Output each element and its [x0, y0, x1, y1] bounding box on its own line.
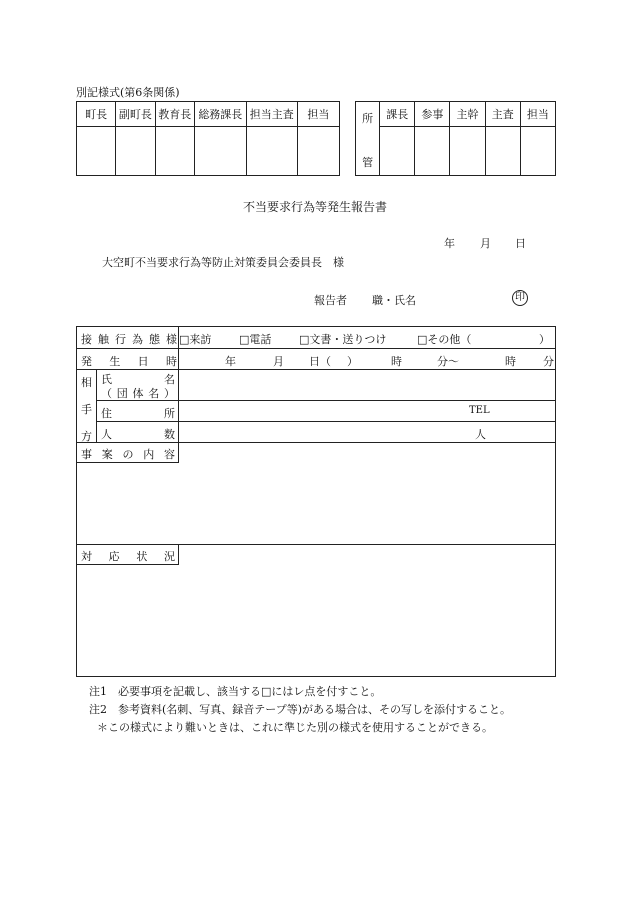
party-side-char-2: 手 [81, 403, 92, 416]
report-day-label: 日 [515, 237, 526, 250]
party-count-field[interactable] [181, 423, 471, 441]
content-label-char: 事 [81, 448, 92, 461]
row-contact [77, 327, 555, 349]
party-org-char: ） [164, 387, 175, 400]
contact-label [81, 331, 177, 347]
approval-header-tanto: 担当 [297, 102, 339, 127]
content-label-char: の [122, 448, 134, 461]
row-response [77, 545, 555, 676]
occurred-month: 月 [273, 355, 284, 368]
option-other-close: ） [539, 333, 550, 346]
row-content [77, 443, 555, 545]
approval-header-kyoikucho: 教育長 [155, 102, 194, 127]
party-tel-label: TEL [469, 405, 490, 416]
report-year-label: 年 [444, 237, 455, 250]
party-side-char-1: 相 [81, 376, 92, 389]
party-count-unit: 人 [475, 428, 486, 441]
option-document-checkbox[interactable]: □文書・送りつけ [299, 333, 387, 346]
party-address-char: 所 [164, 407, 175, 420]
content-label [81, 446, 175, 462]
party-address-label [101, 405, 175, 421]
shokan-char-2: 管 [362, 156, 374, 169]
approval-stamp-box[interactable] [485, 127, 520, 176]
party-name-char: 氏 [101, 373, 112, 386]
approval-header-cho: 町長 [77, 102, 116, 127]
content-label-char: 容 [164, 448, 175, 461]
occurred-label-char: 発 [81, 355, 92, 368]
response-label-char: 状 [136, 550, 148, 563]
approval-stamp-box[interactable] [450, 127, 485, 176]
occurred-label-char: 時 [165, 355, 177, 368]
party-org-char: 体 [132, 387, 144, 400]
approval-stamp-box[interactable] [380, 127, 415, 176]
party-side-char-3: 方 [81, 430, 92, 443]
content-label-char: 内 [143, 448, 155, 461]
response-label-char: 応 [108, 550, 120, 563]
occurred-label [81, 353, 177, 369]
party-address-field[interactable] [181, 402, 461, 420]
party-count-char: 数 [164, 428, 175, 441]
response-label-box [77, 545, 179, 565]
approval-header-sanji: 参事 [415, 102, 450, 127]
approval-stamp-box[interactable] [194, 127, 246, 176]
contact-label-char: 様 [166, 333, 177, 346]
response-label [81, 548, 175, 564]
shokan-label [356, 102, 380, 176]
report-month-label: 月 [480, 237, 491, 250]
occurred-label-char: 日 [137, 355, 149, 368]
approval-header-somukacho: 総務課長 [194, 102, 246, 127]
option-phone-checkbox[interactable]: □電話 [239, 333, 272, 346]
approval-stamp-box[interactable] [297, 127, 339, 176]
approval-stamp-box[interactable] [77, 127, 116, 176]
approval-stamp-box[interactable] [155, 127, 194, 176]
occurred-day: 日（ [309, 355, 331, 368]
approval-header-tanto-shusa: 担当主査 [246, 102, 297, 127]
note-1: 注1 必要事項を記載し、該当する□にはレ点を付すこと。 [89, 685, 382, 698]
contact-label-char: 為 [132, 333, 143, 346]
approval-stamp-box[interactable] [415, 127, 450, 176]
approval-header-kacho: 課長 [380, 102, 415, 127]
approval-header-shukan: 主幹 [450, 102, 485, 127]
content-field[interactable] [81, 467, 551, 541]
contact-label-char: 行 [115, 333, 126, 346]
option-visit-checkbox[interactable]: □来訪 [179, 333, 212, 346]
party-name-char: 名 [164, 373, 175, 386]
response-label-char: 況 [163, 550, 175, 563]
approval-table-left [76, 101, 340, 176]
response-label-char: 対 [81, 550, 92, 563]
content-label-box [77, 443, 179, 463]
party-count-char: 人 [101, 428, 112, 441]
note-3: ＊この様式により難いときは、これに準じた別の様式を使用することができる。 [97, 721, 493, 734]
reporter-label: 報告者 [314, 294, 347, 307]
approval-header-tanto-right: 担当 [520, 102, 555, 127]
occurred-hour-to: 時 [505, 355, 516, 368]
party-count-label [101, 426, 175, 442]
approval-header-fukucho: 副町長 [116, 102, 155, 127]
row-party [77, 370, 555, 443]
contact-label-char: 接 [81, 333, 92, 346]
occurred-minute-to: 分 [543, 355, 554, 368]
party-org-char: （ [101, 387, 112, 400]
approval-stamp-box[interactable] [246, 127, 297, 176]
response-field[interactable] [81, 569, 551, 671]
occurred-minute-from: 分～ [437, 355, 459, 368]
party-name-field[interactable] [181, 372, 553, 398]
party-org-char: 団 [116, 387, 128, 400]
seal-mark: 印 [512, 290, 528, 306]
approval-table-right [355, 101, 556, 176]
occurred-label-char: 生 [109, 355, 121, 368]
option-other-checkbox[interactable]: □その他（ [417, 333, 472, 346]
content-label-char: 案 [101, 448, 113, 461]
party-org-char: 名 [148, 387, 160, 400]
approval-stamp-box[interactable] [520, 127, 555, 176]
report-form [76, 326, 556, 677]
occurred-year: 年 [225, 355, 236, 368]
row-occurred [77, 349, 555, 370]
occurred-weekday-close: ） [347, 355, 358, 368]
reporter-name-label: 職・氏名 [372, 294, 416, 307]
occurred-hour: 時 [391, 355, 402, 368]
contact-label-char: 態 [149, 333, 160, 346]
form-reference: 別記様式(第6条関係) [76, 86, 180, 99]
document-title: 不当要求行為等発生報告書 [242, 200, 387, 214]
party-address-char: 住 [101, 407, 112, 420]
approval-header-shusa: 主査 [485, 102, 520, 127]
addressee: 大空町不当要求行為等防止対策委員会委員長 様 [102, 256, 344, 269]
party-org-label [101, 385, 175, 401]
shokan-char-1: 所 [362, 112, 374, 125]
note-2: 注2 参考資料(名刺、写真、録音テープ等)がある場合は、その写しを添付すること。 [89, 703, 512, 716]
approval-stamp-box[interactable] [116, 127, 155, 176]
contact-label-char: 触 [98, 333, 109, 346]
